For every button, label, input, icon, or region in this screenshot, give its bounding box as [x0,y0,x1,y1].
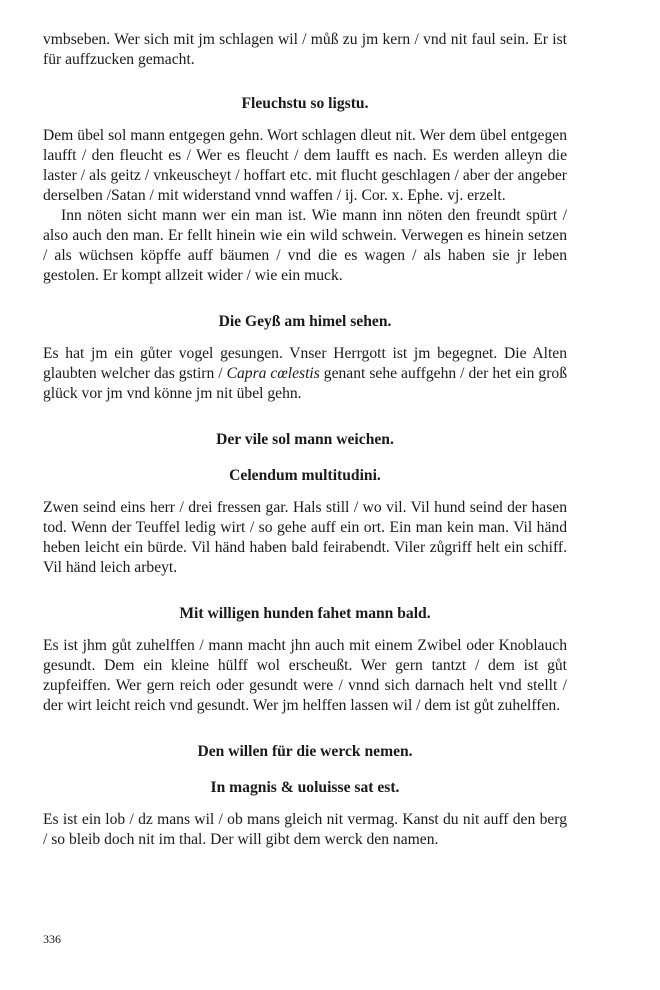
subheading-in-magnis: In magnis & uoluisse sat est. [210,779,400,796]
page-number: 336 [43,932,61,946]
subheading-celendum: Celendum multitudini. [229,467,381,484]
page-body [43,30,567,850]
paragraph-fleuchstu: Dem übel sol mann entgegen gehn. Wort schlagen dleut nit. Wer dem übel entgegen laufft / den fleucht es / Wer es fleucht / dem laufft es nach. Es werden alleyn die laster / als geitz / vnkeuscheyt / hoffart etc. mit flucht geschlagen / aber der angeber derselben /Satan / mit widerstand vnnd waffen / ij. Cor. x. Ephe. vj. erzelt. [43,127,567,204]
paragraph-continuation: vmbseben. Wer sich mit jm schlagen wil / můß zu jm kern / vnd nit faul sein. Er ist für auffzucken gemacht. [43,31,567,68]
latin-term: Capra cœlestis [226,365,320,382]
heading-willigen: Mit willigen hunden fahet mann bald. [179,605,431,622]
paragraph-vile: Zwen seind eins herr / drei fressen gar. Hals still / wo vil. Vil hund seind der hasen tod. Wenn der Teuffel ledig wirt / so gehe auff ein ort. Ein man kein man. Vil händ heben leicht ein bürde. Vil händ haben bald feirabendt. Viler zůgriff helt ein schiff. Vil händ leich arbeyt. [43,499,567,576]
heading-vile: Der vile sol mann weichen. [216,431,394,448]
paragraph-noeten: Inn nöten sicht mann wer ein man ist. Wie mann inn nöten den freundt spürt / also auch den man. Er fellt hinein wie ein wild schwein. Verwegen es hinein setzen / als wüchsen köpffe auff bäumen / vnd die es wagen / als haben sie jr leben gestolen. Er kompt allzeit wider / wie ein muck. [43,207,567,284]
paragraph-geyss: Es hat jm ein gůter vogel gesungen. Vnser Herrgott ist jm begegnet. Die Alten glaubten welcher das gstirn / Capra cœlestis genant sehe auffgehn / der het ein groß glück vor jm vnd könne jm nit übel gehn. [43,345,567,402]
heading-geyss: Die Geyß am himel sehen. [218,313,392,330]
heading-willen: Den willen für die werck nemen. [197,743,413,760]
paragraph-willigen: Es ist jhm gůt zuhelffen / mann macht jhn auch mit einem Zwibel oder Knoblauch gesundt. Dem ein kleine hülff wol erscheußt. Wer gern tantzt / dem ist gůt zupfeiffen. Wer gern reich oder gesundt were / vnnd sich darnach helt vnd stellt / der wirt leicht reich vnd gesundt. Wer jm helffen lassen wil / dem ist gůt zuhelffen. [43,637,567,714]
heading-fleuchstu: Fleuchstu so ligstu. [241,95,369,112]
paragraph-willen: Es ist ein lob / dz mans wil / ob mans gleich nit vermag. Kanst du nit auff den berg / so bleib doch nit im thal. Der will gibt dem werck den namen. [43,811,567,848]
